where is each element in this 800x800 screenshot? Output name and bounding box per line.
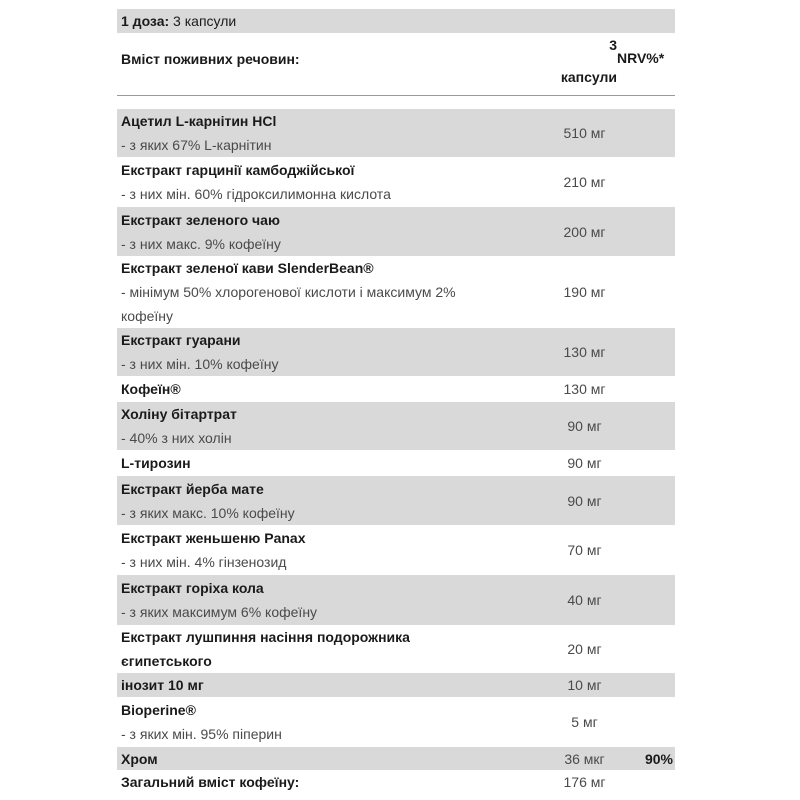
nutrient-amount: 90 мг bbox=[567, 492, 602, 509]
nutrient-subnote: - з них мін. 10% кофеїну bbox=[121, 356, 279, 372]
nutrient-amount: 510 мг bbox=[563, 125, 606, 141]
nutrient-subnote: - з яких мін. 95% піперин bbox=[121, 726, 282, 742]
nutrient-subnote: - мінімум 50% хлорогенової кислоти і максимум 2% bbox=[121, 284, 456, 300]
nutrient-name: Екстракт женьшеню Panax bbox=[121, 530, 306, 546]
nutrient-amount: 70 мг bbox=[567, 542, 602, 558]
nutrient-amount: 90 мг bbox=[567, 418, 602, 434]
nrv-header: NRV%* bbox=[617, 50, 665, 66]
nutrient-amount: 90 мг bbox=[567, 455, 602, 471]
nutrient-row bbox=[117, 747, 675, 770]
nutrient-row bbox=[117, 207, 675, 256]
nutrient-nrv: 90% bbox=[644, 750, 673, 767]
nutrient-subnote: - з них мін. 4% гінзенозид bbox=[121, 554, 287, 570]
nutrient-subnote: - з яких макс. 10% кофеїну bbox=[121, 504, 295, 521]
nutrient-row bbox=[117, 157, 675, 207]
nutrient-amount: 10 мг bbox=[567, 677, 602, 693]
nutrient-row bbox=[117, 770, 675, 794]
nutrient-amount: 5 мг bbox=[571, 714, 598, 730]
nutrient-amount: 36 мкг bbox=[564, 750, 605, 767]
nutrient-subnote: кофеїну bbox=[121, 308, 173, 324]
nutrient-name: інозит 10 мг bbox=[121, 677, 204, 693]
nutrient-name: Екстракт зеленого чаю bbox=[121, 211, 280, 228]
content-label: Вміст поживних речовин: bbox=[121, 51, 300, 67]
nutrient-name: Екстракт гарцинії камбоджійської bbox=[121, 162, 355, 178]
nutrient-name: Екстракт зеленої кави SlenderBean® bbox=[121, 260, 374, 276]
nutrient-name: Екстракт йерба мате bbox=[121, 480, 264, 497]
nutrient-amount: 20 мг bbox=[567, 641, 602, 657]
nutrient-amount: 130 мг bbox=[563, 344, 606, 360]
nutrient-row bbox=[117, 575, 675, 625]
nutrient-row bbox=[117, 476, 675, 525]
dose-line bbox=[121, 9, 236, 33]
serving-size-header bbox=[547, 37, 617, 85]
nutrient-amount: 40 мг bbox=[567, 592, 602, 608]
nutrient-row bbox=[117, 450, 675, 476]
nutrient-row bbox=[117, 402, 675, 450]
nutrient-row bbox=[117, 109, 675, 157]
nutrient-name: Екстракт лушпиння насіння подорожника bbox=[121, 629, 410, 645]
serving-top: 3 bbox=[609, 37, 617, 53]
nutrient-subnote: - з них мін. 60% гідроксилимонна кислота bbox=[121, 186, 391, 202]
nutrient-row bbox=[117, 625, 675, 673]
dose-row bbox=[117, 9, 675, 33]
nutrient-amount: 200 мг bbox=[563, 223, 606, 240]
nutrient-row bbox=[117, 256, 675, 328]
nutrient-name: Ацетил L-карнітин HCl bbox=[121, 113, 277, 129]
nutrient-name: L-тирозин bbox=[121, 455, 191, 471]
dose-label: 1 доза: bbox=[121, 13, 170, 29]
nutrient-name-cont: єгипетського bbox=[121, 653, 212, 669]
dose-value: 3 капсули bbox=[173, 13, 237, 29]
nutrient-row bbox=[117, 376, 675, 402]
nutrient-row bbox=[117, 328, 675, 376]
nutrient-amount: 190 мг bbox=[563, 284, 606, 300]
nutrition-table bbox=[117, 9, 675, 794]
nutrient-name: Екстракт гуарани bbox=[121, 332, 241, 348]
nutrient-subnote: - 40% з них холін bbox=[121, 430, 232, 446]
nutrient-name: Загальний вміст кофеїну: bbox=[121, 774, 300, 790]
header-row bbox=[117, 33, 675, 96]
nutrient-subnote: - з яких максимум 6% кофеїну bbox=[121, 604, 318, 620]
nutrient-rows bbox=[117, 109, 675, 794]
nutrient-row bbox=[117, 525, 675, 575]
nutrient-amount: 130 мг bbox=[563, 381, 606, 397]
nutrient-subnote: - з яких 67% L-карнітин bbox=[121, 137, 272, 153]
nutrient-amount: 210 мг bbox=[563, 174, 606, 190]
nutrient-subnote: - з них макс. 9% кофеїну bbox=[121, 235, 281, 252]
nutrient-name: Екстракт горіха кола bbox=[121, 580, 264, 596]
nutrient-name: Bioperine® bbox=[121, 702, 196, 718]
nutrient-row bbox=[117, 697, 675, 747]
serving-bottom: капсули bbox=[560, 69, 617, 85]
nutrient-amount: 176 мг bbox=[563, 774, 606, 790]
nutrient-name: Холіну бітартрат bbox=[121, 406, 237, 422]
nutrient-name: Хром bbox=[121, 751, 158, 767]
nutrient-row bbox=[117, 673, 675, 697]
nutrient-name: Кофеїн® bbox=[121, 381, 181, 397]
